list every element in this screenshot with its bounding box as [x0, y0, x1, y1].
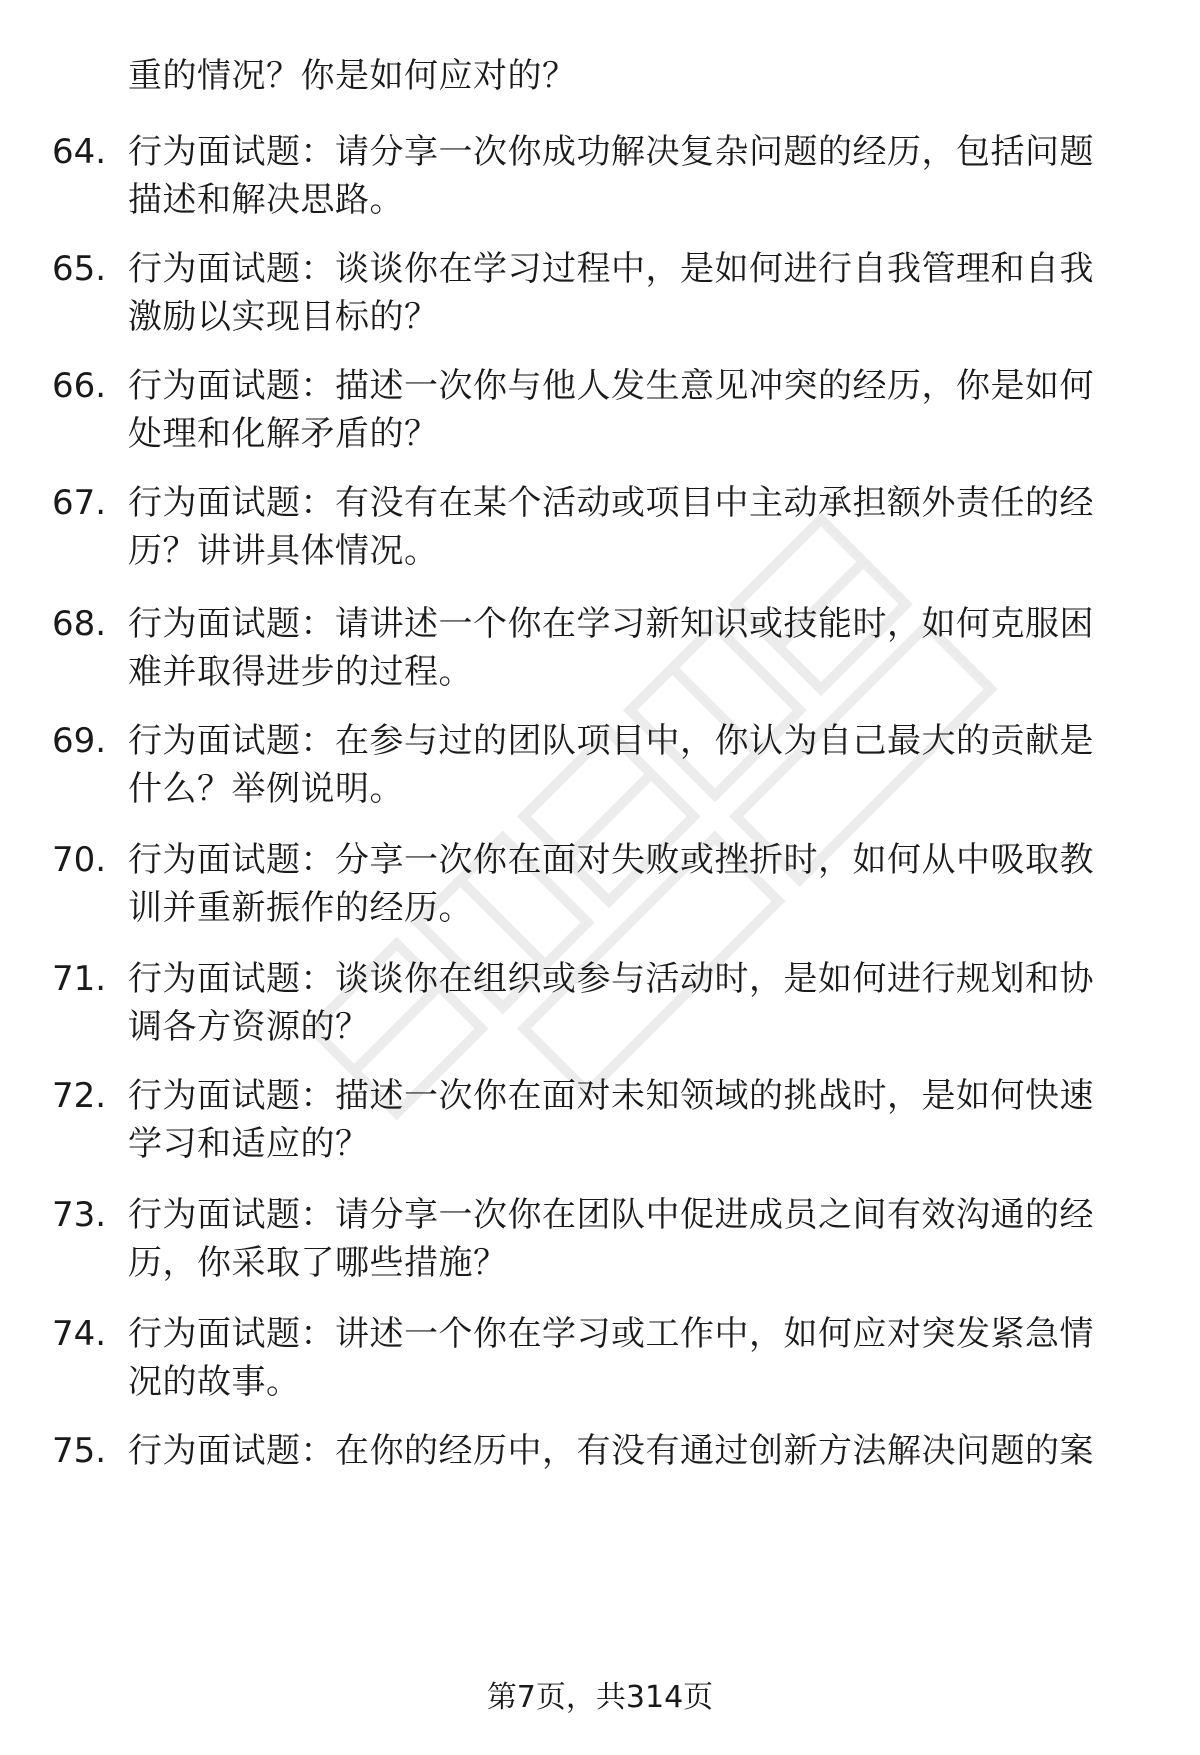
question-item — [0, 1310, 1200, 1410]
page-footer: 第7页，共314页 — [486, 1680, 714, 1715]
question-item — [0, 1191, 1200, 1291]
question-text-line2: 调各方资源的？ — [128, 1007, 370, 1047]
question-text-line2: 激励以实现目标的？ — [128, 297, 439, 337]
question-text-line2: 描述和解决思路。 — [128, 180, 404, 220]
continuation-line: 重的情况？你是如何应对的？ — [128, 56, 577, 96]
question-text-line2: 难并取得进步的过程。 — [128, 652, 473, 692]
question-text-line2: 况的故事。 — [128, 1362, 301, 1402]
question-number: 70. — [52, 840, 107, 880]
question-number: 66. — [52, 366, 107, 406]
question-text-line2: 训并重新振作的经历。 — [128, 888, 473, 928]
question-text-line1: 行为面试题：请分享一次你在团队中促进成员之间有效沟通的经 — [128, 1195, 1094, 1235]
question-text-line1: 行为面试题：在你的经历中，有没有通过创新方法解决问题的案 — [128, 1431, 1094, 1471]
question-number: 75. — [52, 1431, 107, 1471]
question-item — [0, 955, 1200, 1055]
question-text-line2: 学习和适应的？ — [128, 1124, 370, 1164]
question-item — [0, 1072, 1200, 1172]
question-number: 72. — [52, 1076, 107, 1116]
question-item — [0, 362, 1200, 462]
question-text-line2: 处理和化解矛盾的？ — [128, 414, 439, 454]
question-item — [0, 479, 1200, 579]
question-item — [0, 836, 1200, 936]
question-text-line1: 行为面试题：分享一次你在面对失败或挫折时，如何从中吸取教 — [128, 840, 1094, 880]
question-number: 73. — [52, 1195, 107, 1235]
question-text-line1: 行为面试题：在参与过的团队项目中，你认为自己最大的贡献是 — [128, 721, 1094, 761]
question-text-line1: 行为面试题：谈谈你在组织或参与活动时，是如何进行规划和协 — [128, 959, 1094, 999]
question-number: 65. — [52, 249, 107, 289]
question-text-line1: 行为面试题：描述一次你与他人发生意见冲突的经历，你是如何 — [128, 366, 1094, 406]
question-number: 69. — [52, 721, 107, 761]
question-item — [0, 1427, 1200, 1527]
question-number: 74. — [52, 1314, 107, 1354]
question-text-line1: 行为面试题：有没有在某个活动或项目中主动承担额外责任的经 — [128, 483, 1094, 523]
question-text-line1: 行为面试题：讲述一个你在学习或工作中，如何应对突发紧急情 — [128, 1314, 1094, 1354]
question-number: 68. — [52, 604, 107, 644]
question-number: 64. — [52, 132, 107, 172]
question-text-line1: 行为面试题：请讲述一个你在学习新知识或技能时，如何克服困 — [128, 604, 1094, 644]
question-text-line1: 行为面试题：描述一次你在面对未知领域的挑战时，是如何快速 — [128, 1076, 1094, 1116]
question-item — [0, 128, 1200, 228]
question-text-line2: 什么？举例说明。 — [128, 769, 404, 809]
question-text-line1: 行为面试题：谈谈你在学习过程中，是如何进行自我管理和自我 — [128, 249, 1094, 289]
question-item — [0, 600, 1200, 700]
question-text-line2: 历，你采取了哪些措施？ — [128, 1243, 508, 1283]
question-text-line1: 行为面试题：请分享一次你成功解决复杂问题的经历，包括问题 — [128, 132, 1094, 172]
question-item — [0, 717, 1200, 817]
question-item — [0, 245, 1200, 345]
question-text-line2: 历？讲讲具体情况。 — [128, 531, 439, 571]
question-number: 71. — [52, 959, 107, 999]
question-number: 67. — [52, 483, 107, 523]
